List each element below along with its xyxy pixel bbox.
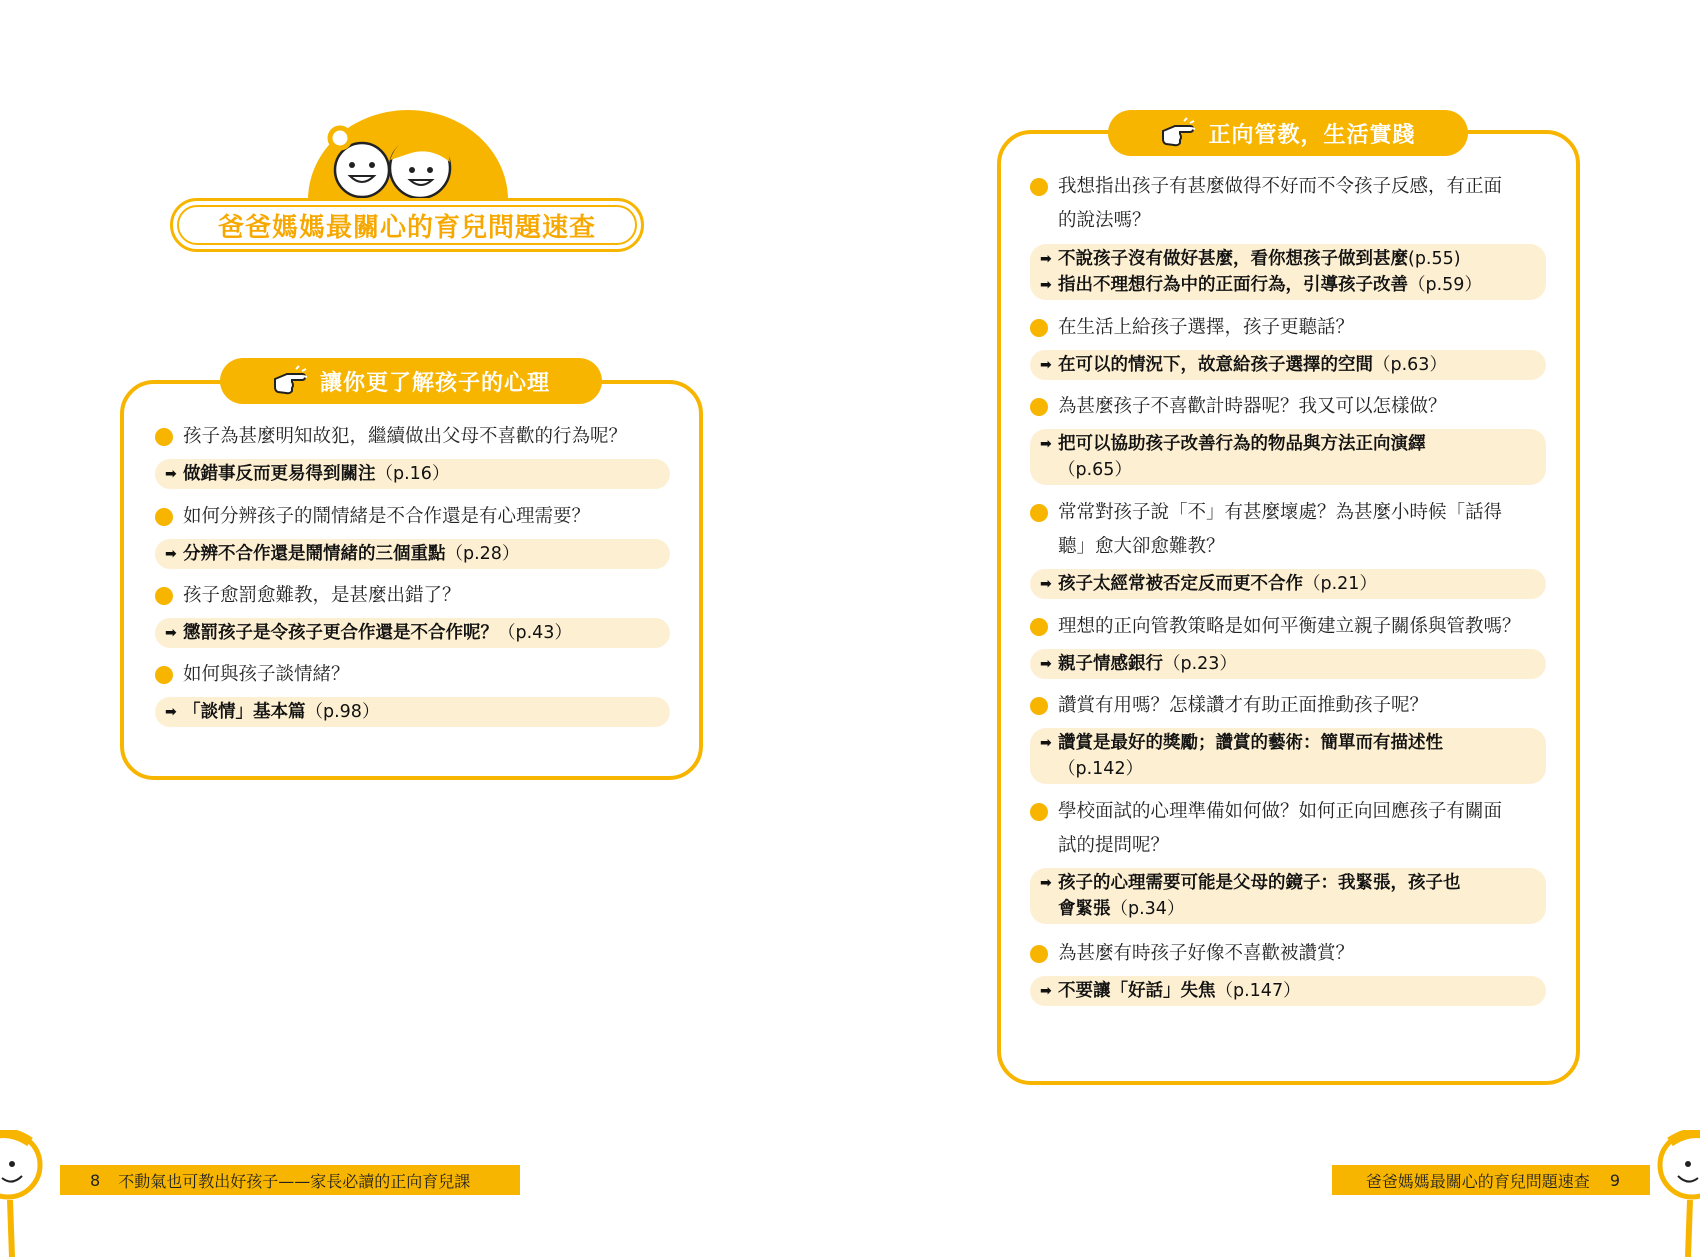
question-text: 如何與孩子談情緒？: [183, 664, 350, 685]
right-item-6: [1030, 689, 1546, 784]
page-number-left: 8: [90, 1170, 101, 1190]
page-ref: (p.55): [1408, 249, 1461, 269]
page-ref: （p.23）: [1163, 654, 1237, 674]
arrow-right-icon: ➡: [1040, 735, 1052, 751]
page-ref: （p.59）: [1408, 275, 1482, 295]
question-text: 為甚麼孩子不喜歡計時器呢？我又可以怎樣做？: [1058, 396, 1447, 417]
left-item-3: [155, 579, 670, 648]
bullet-icon: [155, 666, 173, 684]
question-text: 我想指出孩子有甚麼做得不好而不令孩子反感，有正面: [1058, 176, 1503, 197]
bullet-icon: [1030, 319, 1048, 337]
footer-right-face-icon: [1640, 1130, 1700, 1257]
right-item-1: [1030, 170, 1546, 300]
answer-box: [155, 697, 670, 727]
right-item-5: [1030, 610, 1546, 679]
answer-box: [1030, 728, 1546, 784]
answer-text-cont: 會緊張: [1058, 899, 1111, 919]
arrow-right-icon: ➡: [165, 466, 177, 482]
footer-left-face-icon: [0, 1130, 60, 1257]
page-ref: （p.142）: [1058, 759, 1144, 779]
boy-face-icon: [390, 136, 450, 199]
left-panel-title: 讓你更了解孩子的心理: [319, 370, 550, 396]
question-text: 理想的正向管教策略是如何平衡建立親子關係與管教嗎？: [1058, 616, 1521, 637]
question-text: 讚賞有用嗎？怎樣讚才有助正面推動孩子呢？: [1058, 695, 1429, 716]
answer-text: 把可以協助孩子改善行為的物品與方法正向演繹: [1058, 434, 1426, 454]
answer-box: [1030, 569, 1546, 599]
right-item-8: [1030, 937, 1546, 1006]
bullet-icon: [155, 508, 173, 526]
bullet-icon: [1030, 945, 1048, 963]
page-ref: （p.34）: [1110, 899, 1185, 919]
arrow-right-icon: ➡: [1040, 357, 1052, 373]
question-text: 孩子愈罰愈難教，是甚麼出錯了？: [183, 585, 461, 606]
answer-text: 指出不理想行為中的正面行為，引導孩子改善: [1058, 275, 1408, 295]
question-text-cont: 試的提問呢？: [1058, 835, 1170, 856]
answer-box: [155, 618, 670, 648]
main-title-frame: [170, 198, 644, 252]
left-item-2: [155, 500, 670, 569]
page-ref: （p.21）: [1303, 574, 1377, 594]
arrow-right-icon: ➡: [1040, 436, 1052, 452]
arrow-right-icon: ➡: [165, 704, 177, 720]
page-ref: （p.28）: [445, 544, 520, 564]
answer-text: 親子情感銀行: [1058, 654, 1163, 674]
page-ref: （p.16）: [375, 464, 450, 484]
arrow-right-icon: ➡: [1040, 983, 1052, 999]
chapter-title: 爸爸媽媽最關心的育兒問題速查: [1365, 1171, 1590, 1191]
main-title: 爸爸媽媽最關心的育兒問題速查: [217, 212, 596, 243]
arrow-right-icon: ➡: [1040, 277, 1052, 293]
bullet-icon: [1030, 803, 1048, 821]
answer-box: [1030, 429, 1546, 485]
question-text: 為甚麼有時孩子好像不喜歡被讚賞？: [1058, 943, 1355, 964]
bullet-icon: [1030, 178, 1048, 196]
page-ref: （p.98）: [305, 702, 380, 722]
pointing-hand-icon: [272, 365, 308, 397]
page-ref: （p.147）: [1215, 981, 1301, 1001]
right-item-2: [1030, 311, 1546, 380]
bullet-icon: [155, 587, 173, 605]
bullet-icon: [1030, 697, 1048, 715]
bullet-icon: [155, 428, 173, 446]
answer-text: 孩子太經常被否定反而更不合作: [1058, 574, 1303, 594]
arrow-right-icon: ➡: [165, 546, 177, 562]
page-ref: （p.65）: [1058, 460, 1132, 480]
answer-text: 分辨不合作還是鬧情緒的三個重點: [183, 544, 446, 564]
arrow-right-icon: ➡: [1040, 251, 1052, 267]
answer-box: [155, 459, 670, 489]
question-text: 如何分辨孩子的鬧情緒是不合作還是有心理需要？: [183, 506, 591, 527]
right-panel-title: 正向管教，生活實踐: [1208, 122, 1416, 148]
left-item-1: [155, 420, 670, 489]
arrow-right-icon: ➡: [1040, 656, 1052, 672]
page-ref: （p.43）: [498, 623, 572, 643]
question-text: 孩子為甚麼明知故犯，繼續做出父母不喜歡的行為呢？: [183, 426, 628, 447]
footer-right-strip: [1332, 1165, 1650, 1195]
question-text: 常常對孩子說「不」有甚麼壞處？為甚麼小時候「話得: [1058, 502, 1503, 523]
right-item-7: [1030, 795, 1546, 924]
answer-text: 「談情」基本篇: [183, 702, 306, 722]
page-ref: （p.63）: [1373, 355, 1447, 375]
answer-text: 孩子的心理需要可能是父母的鏡子：我緊張，孩子也: [1058, 873, 1461, 893]
arrow-right-icon: ➡: [165, 625, 177, 641]
bullet-icon: [1030, 618, 1048, 636]
answer-text: 不說孩子沒有做好甚麼，看你想孩子做到甚麼: [1058, 249, 1408, 269]
left-panel-tab: [220, 358, 602, 404]
bullet-icon: [1030, 398, 1048, 416]
question-text: 學校面試的心理準備如何做？如何正向回應孩子有關面: [1058, 801, 1503, 822]
page-number-right: 9: [1609, 1170, 1620, 1190]
answer-text: 做錯事反而更易得到關注: [183, 464, 376, 484]
pointing-hand-icon: [1160, 117, 1196, 149]
answer-box: [1030, 649, 1546, 679]
book-title: 不動氣也可教出好孩子——家長必讀的正向育兒課: [118, 1171, 471, 1191]
bullet-icon: [1030, 504, 1048, 522]
answer-box: [1030, 976, 1546, 1006]
answer-box: [1030, 244, 1546, 300]
left-item-4: [155, 658, 670, 727]
answer-text: 不要讓「好話」失焦: [1058, 981, 1216, 1001]
answer-text: 懲罰孩子是令孩子更合作還是不合作呢？: [183, 623, 498, 643]
answer-box: [1030, 350, 1546, 380]
question-text-cont: 聽」愈大卻愈難教？: [1058, 536, 1225, 557]
right-panel-tab: [1108, 110, 1468, 156]
answer-text: 讚賞是最好的獎勵；讚賞的藝術：簡單而有描述性: [1058, 733, 1443, 753]
answer-box: [155, 539, 670, 569]
footer-left-strip: [60, 1165, 520, 1195]
arrow-right-icon: ➡: [1040, 875, 1052, 891]
right-item-3: [1030, 390, 1546, 485]
question-text: 在生活上給孩子選擇，孩子更聽話？: [1058, 317, 1355, 338]
right-item-4: [1030, 496, 1546, 599]
answer-text: 在可以的情況下，故意給孩子選擇的空間: [1058, 355, 1373, 375]
answer-box: [1030, 868, 1546, 924]
arrow-right-icon: ➡: [1040, 576, 1052, 592]
question-text-cont: 的說法嗎？: [1058, 210, 1151, 231]
